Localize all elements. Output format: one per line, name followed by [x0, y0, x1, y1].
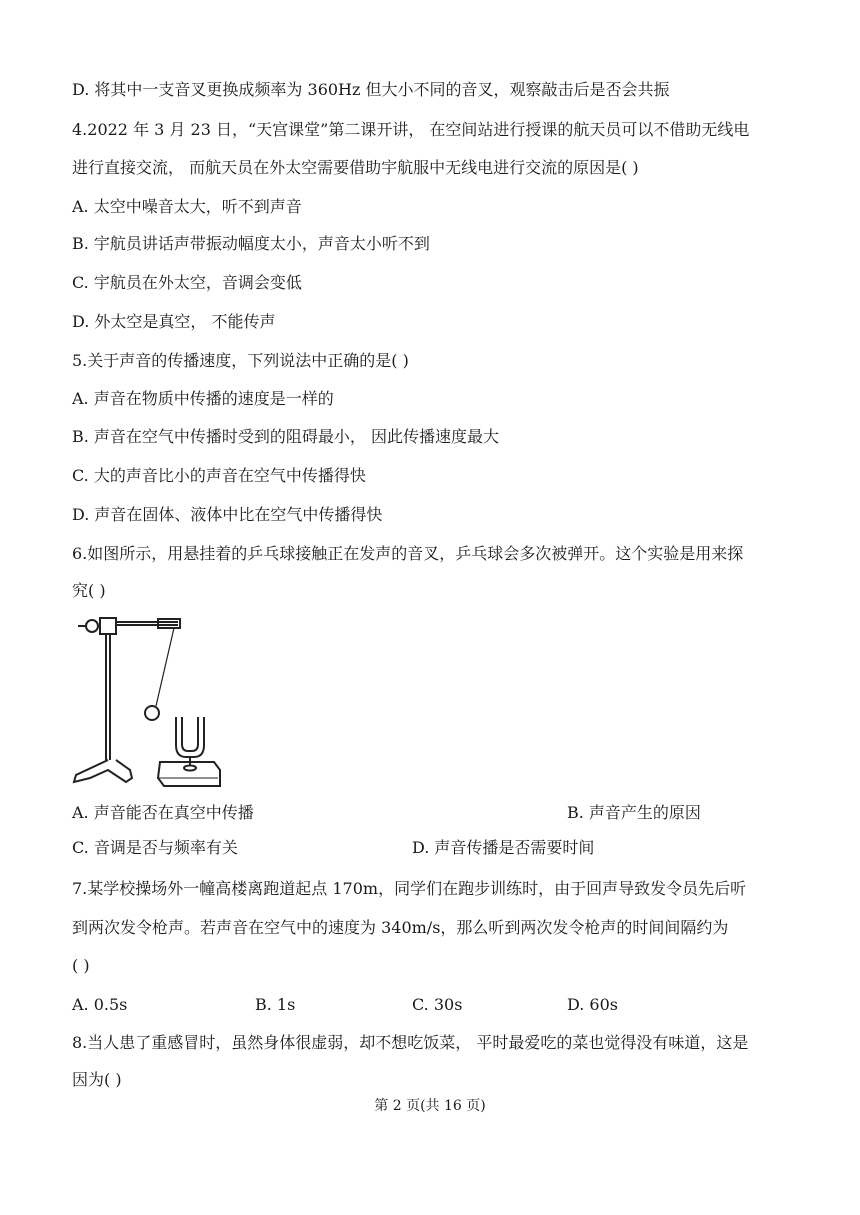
tuning-fork-experiment-figure — [68, 610, 228, 790]
q6-option-a: A. 声音能否在真空中传播 — [72, 803, 254, 822]
q6-option-b: B. 声音产生的原因 — [567, 803, 701, 822]
q5-option-c: C. 大的声音比小的声音在空气中传播得快 — [72, 466, 366, 485]
page-footer: 第 2 页(共 16 页) — [374, 1098, 486, 1114]
q7-line2: 到两次发令枪声。若声音在空气中的速度为 340m/s，那么听到两次发令枪声的时间间隔约为 — [72, 918, 729, 937]
q8-line2: 因为( ) — [72, 1070, 122, 1089]
q7-option-b: B. 1s — [255, 995, 296, 1014]
q4-option-c: C. 宇航员在外太空，音调会变低 — [72, 273, 302, 292]
q7-option-d: D. 60s — [567, 995, 618, 1014]
q4-line1: 4.2022 年 3 月 23 日，“天宫课堂”第二课开讲， 在空间站进行授课的航天员可以不借助无线电 — [72, 120, 750, 139]
q6-line2: 究( ) — [72, 581, 106, 600]
q5-option-a: A. 声音在物质中传播的速度是一样的 — [72, 389, 334, 408]
q4-option-d: D. 外太空是真空， 不能传声 — [72, 312, 276, 331]
q7-option-a: A. 0.5s — [72, 995, 128, 1014]
q6-option-d: D. 声音传播是否需要时间 — [412, 838, 595, 857]
q6-option-c: C. 音调是否与频率有关 — [72, 838, 238, 857]
q6-line1: 6.如图所示，用悬挂着的乒乓球接触正在发声的音叉，乒乓球会多次被弹开。这个实验是用来探 — [72, 544, 744, 563]
q8-line1: 8.当人患了重感冒时，虽然身体很虚弱，却不想吃饭菜， 平时最爱吃的菜也觉得没有味道，这是 — [72, 1033, 749, 1052]
q4-option-a: A. 太空中噪音太大，听不到声音 — [72, 197, 302, 216]
line-d-q3: D. 将其中一支音叉更换成频率为 360Hz 但大小不同的音叉，观察敲击后是否会共振 — [72, 80, 670, 99]
q4-line2: 进行直接交流， 而航天员在外太空需要借助宇航服中无线电进行交流的原因是( ) — [72, 158, 639, 177]
q4-option-b: B. 宇航员讲话声带振动幅度太小，声音太小听不到 — [72, 234, 430, 253]
q5-stem: 5.关于声音的传播速度，下列说法中正确的是( ) — [72, 351, 409, 370]
q7-option-c: C. 30s — [412, 995, 463, 1014]
q7-line1: 7.某学校操场外一幢高楼离跑道起点 170m，同学们在跑步训练时，由于回声导致发令员先后听 — [72, 879, 747, 898]
q5-option-d: D. 声音在固体、液体中比在空气中传播得快 — [72, 505, 383, 524]
q7-line3: ( ) — [72, 956, 90, 975]
q5-option-b: B. 声音在空气中传播时受到的阻碍最小， 因此传播速度最大 — [72, 427, 500, 446]
